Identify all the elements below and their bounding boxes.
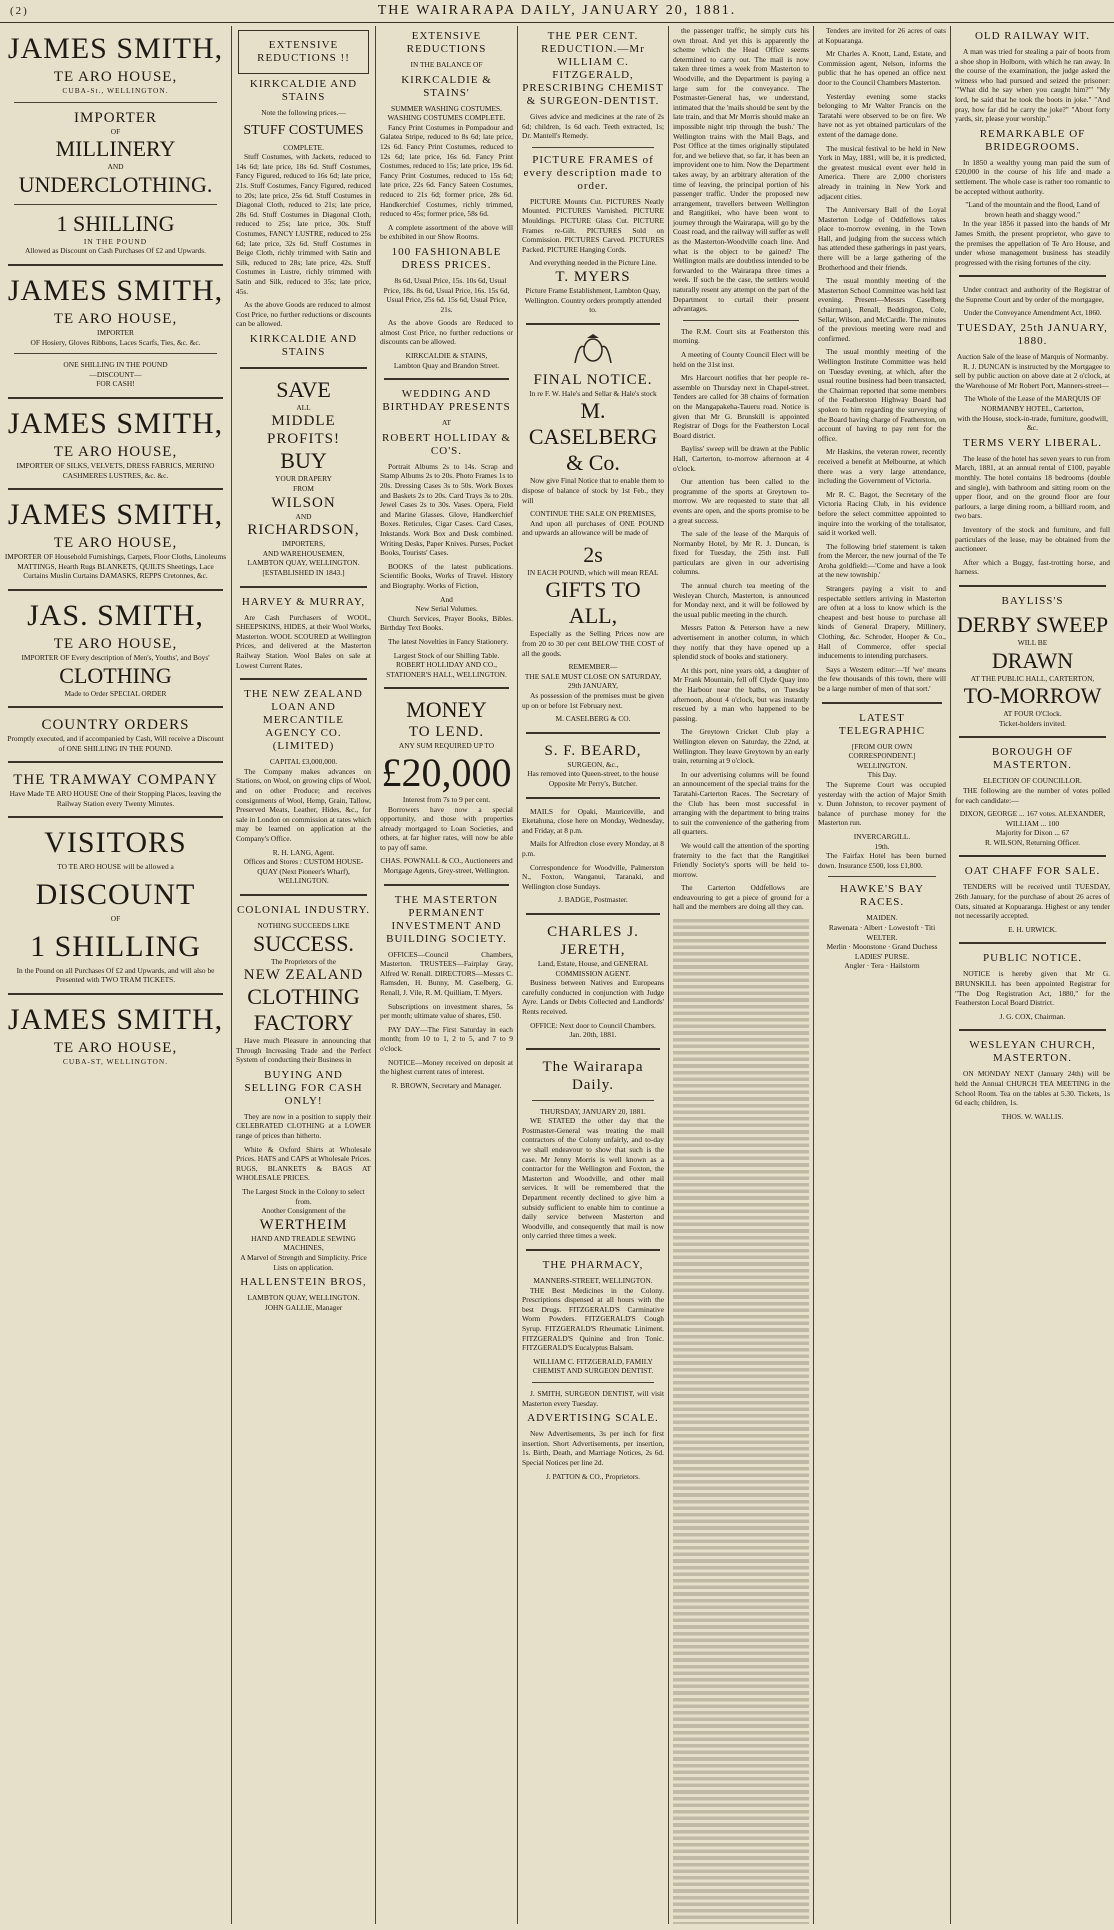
js5-name: JAS. SMITH, [27,598,204,632]
advertising-text: New Advertisements, 3s per inch for first insertion. Short Advertisements, per insertion, 1s. Birth, Death, and Marriage Notices, 2s 6d. Special Notices per line 2d. [522,1429,664,1467]
books-text: BOOKS of the latest publications. Scientific Books, Works of Travel. History and Biography. Works of Fiction, [380,561,513,590]
shilling-big: 1 SHILLING [30,929,201,963]
visitors-tail: In the Pound on all Purchases Of £2 and Upwards, and will also be Presented with TWO TRAM TICKETS. [16,965,215,985]
js4-address: TE ARO HOUSE, [53,535,178,552]
buying-cash: BUYING AND SELLING FOR CASH ONLY! [244,1068,363,1107]
js2-address: TE ARO HOUSE, [53,310,178,327]
for-cash-1: FOR CASH! [96,379,135,389]
money-text: Borrowers have now a special opportunity, and those with properties already mortgaged to Loan Societies, and others, at far higher rates, will now be able to pay off same. [380,804,513,852]
js2-importer: IMPORTER [97,327,134,337]
fitzgerald-sig: WILLIAM C. FITZGERALD, FAMILY CHEMIST AND SURGEON DENTIST. [532,1356,654,1376]
ext-sub: IN THE BALANCE OF [410,60,483,69]
wholesale-text: White & Oxford Shirts at Wholesale Prices. HATS and CAPS at Wholesale Prices. RUGS, BLANKETS & BAGS AT WHOLESALE PRICES. [236,1144,371,1183]
buggy-text: After which a Buggy, fast-trotting horse, and harness. [955,557,1110,577]
pharmacy-text: THE Best Medicines in the Colony. Prescriptions dispensed at all hours with the best Drugs. FITZGERALD'S Carminative Worm Powders. FITZGERALD'S Cough Syrup. FITZGERALD'S Rheumatic Liniment. FITZGERALD'S Quinine and Iron Tonic. FITZGERALD'S Eucalyptus Balsam. [522,1285,664,1353]
js1-importer: IMPORTER [74,109,157,126]
js4-goods: IMPORTER OF Household Furnishings, Carpets, Floor Cloths, Linoleums MATTINGS, Hearth Rugs BLANKETS, QUILTS Sheetings, Lace Curtains Muslin Curtains DAMASKS, REPPS Cretonnes, &c. [4,552,227,581]
js6-address: TE ARO HOUSE, [53,1039,178,1056]
js6-city: CUBA-ST, WELLINGTON. [62,1056,169,1066]
latest-telegraphic: LATEST TELEGRAPHIC [838,711,926,737]
colonial-industry: COLONIAL INDUSTRY. [237,903,370,916]
tel-wellington: WELLINGTON. [856,760,908,770]
institute-meeting: The usual monthly meeting of the Wellington Institute Committee was held on Tuesday evening, at which, after the usual routine business had been transacted, the Chairman reported that some members of the Featherston Highway Board had spoken to him regarding the surveying of the Board having charge of Featherston, on account of having to pay rent for the office. [818,347,946,443]
warehousemen-label: AND WAREHOUSEMEN, [262,548,345,558]
te-aroha: The following brief statement is taken from the Mercer, the new journal of the Te Aroha goldfield:—'Come and have a look at the new township.' [818,541,946,580]
welter-race: WELTER. [866,932,898,942]
hale-stock: In re F. W. Hale's and Sellar & Hale's stock [529,388,657,398]
importers-label: IMPORTERS, [282,539,325,549]
public-notice-heading: PUBLIC NOTICE. [983,952,1082,965]
hotel-sale-news: The sale of the lease of the Marquis of Normanby Hotel, by Mr R. J. Duncan, is fixed for Tuesday, the 25th inst. Full particulars are given in our advertising columns. [673,529,809,577]
especially-text: Especially as the Selling Prices now are from 20 to 30 per cent BELOW THE COST of all the goods. [522,629,664,658]
middle-profits-heading: MIDDLE PROFITS! [266,413,341,448]
js2-name: JAMES SMITH, [7,273,224,307]
wesleyan-heading: WESLEYAN CHURCH, MASTERTON. [969,1039,1096,1065]
own-correspondent: [FROM OUR OWN CORRESPONDENT.] [848,741,916,761]
final-notice-heading: FINAL NOTICE. [533,371,653,388]
caselberg-sig: M. CASELBERG & CO. [555,714,631,724]
summer-washing: SUMMER WASHING COSTUMES. [391,103,502,113]
nz-office: Offices and Stores : CUSTOM HOUSE-QUAY (Next Pioneer's Wharf), WELLINGTON. [243,857,364,886]
masterton-investment-heading: THE MASTERTON PERMANENT INVESTMENT AND BUILDING SOCIETY. [386,893,507,945]
largest-stock: The Largest Stock in the Colony to select from. [242,1187,365,1206]
oat-chaff-heading: OAT CHAFF FOR SALE. [964,865,1101,878]
js2-goods: OF Hosiery, Gloves Ribbons, Laces Scarfs, Ties, &c. &c. [30,337,201,347]
cricket-news: The Greytown Cricket Club play a Wellington eleven on Saturday, the 22nd, at Wellington. They leave Greytown by an early train, returning at 9 o'clock. [673,727,809,766]
proprietors-label: The Proprietors of the [270,956,337,966]
myers-heading: T. MYERS [555,268,631,285]
election-heading: ELECTION OF COUNCILLOR. [983,776,1082,786]
visitors-heading: VISITORS [44,826,187,860]
discount-big: DISCOUNT [35,878,196,912]
masthead [0,0,1114,23]
shilling-table: Largest Stock of our Shilling Table. [393,650,500,660]
bayliss-news: Bayliss' sweep will be drawn at the Public Hall, Carterton, to-morrow afternoon at 4 o'clock. [673,444,809,473]
friendly-sports-news: We would call the attention of the sporting fraternity to the fact that the Rangitikei Friendly Society's sports will be held to-morrow. [673,840,809,879]
will-be: WILL BE [1017,637,1048,647]
land-poem: "Land of the mountain and the flood, Land of brown heath and shaggy wood." [965,200,1100,219]
latest-stationery: The latest Novelties in Fancy Stationery. [388,636,509,646]
under-contract: Under contract and authority of the Registrar of the Supreme Court and by order of the mortgagee, [955,285,1110,304]
mails-text-2: Mails for Alfredton close every Monday, at 8 p.m. [522,839,664,858]
hand-treadle-text: A Marvel of Strength and Simplicity. Price Lists on application. [240,1253,367,1272]
kirk-summer-heading: KIRKCALDIE & STAINS' [401,73,492,99]
js5-address: TE ARO HOUSE, [53,635,178,652]
fitzgerald-text: Gives advice and medicines at the rate of 2s 6d; children, 1s 6d each. Teeth extracted, 1s; Dr. Mantell's Remedy. [522,112,664,141]
pictures-list: PICTURE Mounts Cut. PICTURES Neatly Mounted. PICTURES Varnished. PICTURE Mouldings. PICTURE Glass Cut. PICTURE Frames re-Gilt. PICTURES Sold on Commission. PICTURES Carved. PICTURES Packed. PICTURE Hanging Cords. [522,196,664,254]
stacks-fire: Yesterday evening some stacks belonging to Mr Walter Francis on the Taratahi were observed to be on fire. We have not as yet obtained particulars of the extent of the damage done. [818,91,946,139]
js3-address: TE ARO HOUSE, [53,443,178,460]
western-editor: Says a Western editor:—'If 'we' means the few thousands of this town, there will be a large number of men of that sort.' [818,664,946,693]
fashionable-heading: 100 FASHIONABLE DRESS PRICES. [391,245,502,271]
ladies-list: Angler · Tera · Hailstorm [844,961,920,971]
beard-title: SURGEON, &c., [567,759,619,769]
old-railway-text: A man was tried for stealing a pair of boots from a shoe shop in Holborn, with which he ran away. In the course of the examination, the judge asked the witness who had pursued and seized the prisoner: '"What did he say when you caught him?"' "My lord, he said that he took the boots in joke." "And pray, how far did he carry the joke?" "About forty yards, sir, please your worship." [955,47,1110,124]
four-oclock: AT FOUR O'Clock. [1003,709,1062,719]
complete-assortment: A complete assortment of the above will be exhibited in our Show Rooms. [380,222,513,242]
jerreth-text: Business between Natives and Europeans carefully conducted in conjunction with Judge Ayre. Lands or Debts Collected and Landlords' Rents received. [522,978,664,1016]
nothing-succeeds: NOTHING SUCCEEDS LIKE [257,920,350,930]
caselberg-heading: M. CASELBERG & Co. [528,398,658,476]
ext-reductions-heading: EXTENSIVE REDUCTIONS !! [257,39,350,64]
page-number: (2) [10,5,29,17]
correspondence-text: Correspondence for Woodville, Palmerston N., Foxton, Wanganui, Taranaki, and Wellington close Sundays. [522,862,664,891]
duncan-instruction: R. J. DUNCAN is instructed by the Mortgagee to sell by public auction on above date at 2 o'clock, at the Warehouse of Mr Robert Port, Manners-street— [955,361,1110,390]
wesleyan-news: The annual church tea meeting of the Wesleyan Church, Masterton, is announced for Monday next, and it will be followed by the usual public meeting in the church. [673,581,809,619]
nz-capital: CAPITAL £3,000,000. [269,757,338,767]
holliday-heading: ROBERT HOLLIDAY & CO'S. [382,431,511,457]
tel-invercargill: INVERCARGILL. [853,831,911,841]
discount-note: Allowed as Discount on Cash Purchases Of £2 and Upwards. [24,246,207,256]
election-results: DIXON, GEORGE ... 167 votes. ALEXANDER, WILLIAM ... 100 [959,809,1106,828]
myers-text: Picture Frame Establishment, Lambton Quay, Wellington. Country orders promptly attended to. [524,285,662,315]
complete-label: COMPLETE. [283,142,324,152]
established-label: [ESTABLISHED IN 1843.] [262,568,345,578]
possession-text: As possession of the premises must be given up on or before 1st February next. [522,691,664,710]
made-to-order: Made to Order SPECIAL ORDER [64,688,167,698]
js4-name: JAMES SMITH, [7,498,224,532]
column-5-continued-text [673,916,809,1924]
interest-rate: Interest from 7s to 9 per cent. [402,794,491,804]
success-heading: SUCCESS. [253,930,354,956]
js3-goods: IMPORTER OF SILKS, VELVETS, DRESS FABRICS, MERINO CASHMERES LUSTRES, &c. &c. [16,460,215,480]
borough-heading: BOROUGH OF MASTERTON. [991,746,1074,772]
investment-text: OFFICES—Council Chambers, Masterton. TRUSTEES—Fairplay Gray, Alfred W. Renall. DIRECTORS—Messrs C. Ramsden, H. Bunny, M. Caselberg, G. Renall, J. Vile, R. M. Quilliam, T. Myers. [380,949,513,998]
factory-heading: FACTORY [253,1010,354,1036]
daily-banner: The Wairarapa Daily. [542,1058,644,1093]
lease-text: with the House, stock-in-trade, furniture, goodwill, &c. [957,413,1108,433]
tel-date: 19th. [874,841,890,851]
stuff-costumes-heading: STUFF COSTUMES [243,122,364,138]
column-4-notices [518,26,669,1924]
all-label: ALL [296,402,311,412]
jerreth-heading: CHARLES J. JERETH, [547,923,639,958]
rm-court: The R.M. Court sits at Featherston this morning. [673,326,809,346]
conveyancing: Under the Conveyance Amendment Act, 1860. [963,308,1102,318]
ticket-holders: Ticket-holders invited. [998,718,1067,728]
wesleyan-sig: THOS. W. WALLIS. [1001,1111,1064,1121]
wertheim-heading: WERTHEIM [259,1216,348,1233]
masthead-title: THE WAIRARAPA DAILY, JANUARY 20, 1881. [377,3,737,18]
any-sum: ANY SUM REQUIRED UP TO [398,741,495,751]
anniversary-ball: The Anniversary Ball of the Loyal Masterton Lodge of Oddfellows takes place to-morrow evening, in the Town Hall, and judging from the success which has attended these gatherings in past years, there will be a large gathering of the Brotherhood and their friends. [818,205,946,272]
tenders-oats: Tenders are invited for 26 acres of oats at Kopuaranga. [818,26,946,45]
welter-list: Merlin · Moonstone · Grand Duchess [826,942,938,952]
inventory-text: Inventory of the stock and furniture, and full particulars of the lease, may be obtained from the auctioneer. [955,524,1110,554]
at-label: AT [441,418,452,428]
article-continued: the passenger traffic, he simply cuts his own throat. And yet this is apparently the scheme which the Head Office seems determined to carry out. The mail is now taken three times a week from Masterton to Woodville, and the Department is paying a large sum for the conveyance. The Postmaster-General has, we understand, intimated that the 'mails should be sent by the late train, and that Mr Morris should make an impossible night trip through the bush.' The Wellington trains with the Mail Bags, and Post Office at the times originally stipulated for, and we believe that, so far, it has been an improvident one to him. Now the Department takes away, by an arbitrary alteration of the time of leaving, the principal portion of his passenger traffic. Under the proposed new arrangement, travellers between Wellington and Rangitikei, who have been wont to journey through the Wairarapa, will go by the Coast road, and the railway will suffer as well as the Masterton-Woodville coach line. And what is the object to be gained? The Wellington mails are doubtless intended to be forwarded to the Wairarapa three times a week. If such be the case, the settlers would naturally resent any attempt on the part of the Department to curtail their present advantages. [673,26,809,314]
auction-heading: Auction Sale of the lease of Marquis of Normanby. [956,352,1109,362]
badge-sig: J. BADGE, Postmaster. [558,895,628,905]
editorial-date: THURSDAY, JANUARY 20, 1881. [540,1106,646,1116]
holliday-sig: ROBERT HOLLIDAY AND CO., STATIONER'S HALL, WELLINGTON. [386,660,507,679]
money-amount: £20,000 [381,749,512,795]
hawkes-bay-races: HAWKE'S BAY RACES. [839,883,925,909]
harvey-text: Are Cash Purchasers of WOOL, SHEEPSKINS, HIDES, at their Wool Works, Masterton. WOOL SCOURED at Wellington Prices, and delivered at the Masterton Railway Station. Wool Bales on sale at Lowest Current Rates. [236,612,371,670]
money-heading: MONEY [406,697,487,723]
drawn-heading: DRAWN [991,647,1074,673]
js3-name: JAMES SMITH, [7,406,224,440]
lease-detail: The lease of the hotel has seven years to run from March, 1881, at an annual rental of £100, payable monthly. The hotel contains 18 bedrooms (double and single), with bathroom and sitting room on the upper floor, and on the ground floor are four parlours, a large dining room, a billiard room, and two bars. [955,453,1110,521]
washing-text: Fancy Print Costumes in Pompadour and Galatea Stripe, reduced to 8s 6d; late price, 12s 6d. Fancy Print Costumes, reduced to 12s 6d; late price, 16s 6d. Fancy Print Costumes, reduced to 15s; late price, 19s 6d. Fancy Print Costumes, reduced to 15s 6d; late price, 22s 6d. Fancy Sateen Costumes, reduced to 21s 6d; former price, 28s 6d. Handkerchief Costumes, richly trimmed, reduced to 45s; former price, 58s 6d. [380,122,513,219]
strangers-note: Strangers paying a visit to and respectable settlers arriving in Masterton are often at a loss to know which is the cheapest and best house to purchase all kinds of General Drapery, Millinery, Clothing, &c. Schroder, Hooper & Co., Hall of Commerce, offer special inducements to intending purchasers. [818,584,946,661]
your-drapery: YOUR DRAPERY [275,474,332,484]
as-above-note: As the above Goods are reduced to almost Cost Price, no further reductions or discounts can be allowed. [236,300,371,329]
smith-surgeon: J. SMITH, SURGEON DENTIST, will visit Masterton every Tuesday. [522,1388,664,1408]
column-3-kirkcaldie [376,26,518,1924]
knott-office: Mr Charles A. Knott, Land, Estate, and Commission agent, Nelson, informs the public that he has opened an office next door to the Council Chambers Masterton. [818,49,946,87]
hallenstein-address: LAMBTON QUAY, WELLINGTON. [247,1293,360,1303]
and-everything: And everything needed in the Picture Line. [529,258,657,268]
nz-agent: R. H. LANG, Agent. [272,847,335,857]
returning-officer: R. WILSON, Returning Officer. [985,837,1080,847]
js1-address: TE ARO HOUSE, [53,69,178,85]
col3-and: And [440,594,453,604]
final-text-2: And upon all purchases of ONE POUND and upwards an allowance will be made of [522,518,664,538]
sports-news: Our attention has been called to the programme of the sports at Greytown to-morrow. We are requested to state that all events are open, and the sports promise to be a great success. [673,477,809,525]
jerreth-title: Land, Estate, House, and GENERAL COMMISSION AGENT. [537,958,649,978]
column-2-drapery [232,26,376,1924]
te-aro-history: In the year 1856 it passed into the hands of Mr James Smith, the present proprietor, who gave to the premises the appellation of Te Aro House, and under whose management business has steadily progressed with the rising fortunes of the city. [955,219,1110,267]
tomorrow-heading: TO-MORROW [963,683,1102,709]
factory-text: Have much Pleasure in announcing that Through Increasing Trade and the Perfect System of conducting their Business in [236,1036,371,1065]
harbour-news: At this port, nine years old, a daughter of Mr Frank Mountain, fell off Clyde Quay into the Harbour near the baths, on Tuesday afternoon, about 4 o'clock, but was instantly rescued by a man who happened to be passing. [673,665,809,723]
visitors-text: TO TE ARO HOUSE will be allowed a [57,862,174,872]
one-shilling-heading: 1 SHILLING [56,210,175,236]
majority: Majority for Dixon ... 67 [995,828,1070,838]
public-notice-text: NOTICE is hereby given that Mr G. BRUNSKILL has been appointed Registrar for "The Dog Registration Act, 1880," for the Featherston Local Board District. [955,969,1110,1008]
js5-goods: IMPORTER OF Every description of Men's, Youths', and Boys' [21,652,210,662]
dress-list: 8s 6d, Usual Price, 15s. 10s 6d, Usual Price, 18s. 8s 6d, Usual Price, 16s. 15s 6d, Usual Price, 25s 6d. 15s 6d, Usual Price, 21s. [383,275,510,314]
kirkcaldie-heading-1: KIRKCALDIE AND STAINS [249,78,358,103]
js1-name: JAMES SMITH, [7,32,224,65]
royal-arms-emblem [571,333,615,367]
sale-date: TUESDAY, 25th JANUARY, 1880. [957,322,1108,348]
beard-heading: S. F. BEARD, [544,742,642,759]
harvey-heading: HARVEY & MURRAY, [241,595,366,608]
visitors-of: OF [110,914,121,924]
js1-of: OF [110,126,121,136]
js1-city: CUBA-St., WELLINGTON. [62,86,169,95]
council-meeting: A meeting of County Council Elect will be held on the 31st inst. [673,350,809,369]
kirk-address: Lambton Quay and Brandon Street. [393,360,500,370]
fitzgerald-heading: THE PER CENT. REDUCTION.—Mr WILLIAM C. FITZGERALD, PRESCRIBING CHEMIST & SURGEON-DENTIST. [522,30,664,107]
mails-text: MAILS for Opaki, Mauriceville, and Eketahuna, close here on Monday, Wednesday, and Friday, at 8 p.m. [522,806,664,835]
gallie-manager: JOHN GALLIE, Manager [264,1302,343,1312]
urwick-sig: E. H. URWICK. [1008,924,1057,934]
oat-text: TENDERS will be received until TUESDAY, 26th January, for the purchase of about 26 acres of Oats, situated at Kopuaranga. Highest or any tender not necessarily accepted. [955,882,1110,921]
discount-line-1: —DISCOUNT— [89,369,142,379]
oddfellows-news: The Carterton Oddfellows are endeavouring to get a piece of ground for a hall and the members are doing all they can. [673,883,809,912]
tramway-text: Have Made TE ARO HOUSE One of their Stopping Places, leaving the Railway Station every Twenty Minutes. [9,789,222,808]
underclothing-heading: UNDERCLOTHING. [18,171,213,197]
kirkcaldie-heading-2: KIRKCALDIE AND STAINS [249,332,358,358]
to-lend: TO LEND. [408,724,485,741]
pay-day: PAY DAY—The First Saturday in each month; from 10 to 1, 2 to 5, and 7 to 9 o'clock. [380,1024,513,1053]
cox-sig: J. G. COX, Chairman. [999,1011,1066,1021]
services: Church Services, Prayer Books, Bibles. Birthday Text Books. [380,613,513,633]
terms-liberal: TERMS VERY LIBERAL. [962,436,1103,449]
lease-heading: The Whole of the Lease of the MARQUIS OF NORMANBY HOTEL, Carterton, [964,394,1101,414]
final-text: Now give Final Notice that to enable them to dispose of balance of stock by 1st Feb., they will [522,476,664,505]
holliday-list: Portrait Albums 2s to 14s. Scrap and Stamp Albums 2s to 20s. Photo Frames 1s to 20s. Dressing Cases 3s to 50s. Work Boxes and Baskets 2s to 20s. Card Trays 3s to 20s. Jewel Cases 2s to 30s. Vases. Opera, Field and Marine Glasses. Glove, Handkerchief Boxes. Reticules, Cigar Cases. Card Cases, Inkstands. Work Box and Desk combined. Writing Desks, Paper Knives. Purses, Pocket Books, Tourists' Cases. [380,461,513,558]
news-items: Mrs Harcourt notifies that her people re-assemble on Thursday next in Chapel-street. Tenders are called for 38 chains of formation on the Mangapakeha-Taueru road. Notice is given that Mr G. Brunskill is appointed Registrar of Dogs for the Featherston Local Board district. [673,373,809,440]
pharmacy-heading: THE PHARMACY, [542,1259,644,1271]
secretary-sig: R. BROWN, Secretary and Manager. [391,1080,502,1090]
patton-news: Messrs Patton & Peterson have a new advertisement in another column, in which they notify that they have opened up a splendid stock of books and stationery. [673,623,809,662]
pharmacy-address: MANNERS-STREET, WELLINGTON. [533,1276,653,1285]
richardson-heading: RICHARDSON, [247,522,360,539]
nz-loan-heading: THE NEW ZEALAND LOAN AND MERCANTILE AGENCY CO. (LIMITED) [244,688,363,753]
remarkable-text: In 1850 a wealthy young man paid the sum of £20,000 in the course of his life and made a settlement. The whole case is rather too romantic to be accepted without authority. [955,157,1110,196]
column-1-james-smith [0,26,232,1924]
pownall-sig: CHAS. POWNALL & CO., Auctioneers and Mortgage Agents, Grey-street, Wellington. [380,856,513,876]
col3-as-above: As the above Goods are Reduced to almost Cost Price, no further reductions or discounts can be allowed. [380,318,513,347]
haskins-benefit: Mr Haskins, the veteran rower, recently received a benefit at Melbourne, at which there was a very large attendance, including the Government of Victoria. [818,447,946,486]
editorial-article: WE STATED the other day that the Postmaster-General was treating the mail contractors of the Colony unfairly, and to-day we shall endeavour to show that such is the case. Mr Jenny Morris is well known as a contractor for the Wellington and Foxton, the Masterton and Woodville, and other mail services. It will be remembered that the Department recently declined to give him a subsidy sufficient to enable him to continue a daily service between Masterton and Woodville, and consequently that mail is now only carried three times a week. [522,1116,664,1241]
js1-and: AND [107,162,124,172]
kirk2: KIRKCALDIE & STAINS, [405,351,488,361]
washing-complete: WASHING COSTUMES COMPLETE. [387,113,506,123]
continue-sale: CONTINUE THE SALE ON PREMISES, [530,509,656,519]
tel-this-day: This Day. [867,770,897,780]
country-orders-text: Promptly executed, and if accompanied by Cash, Will receive a Discount of ONE SHILLING IN THE POUND. [7,734,224,753]
election-text: THE following are the number of votes polled for each candidate:— [955,785,1110,805]
factory-text-2: They are now in a position to supply their CELEBRATED CLOTHING at a LOWER range of prices than hitherto. [236,1111,371,1141]
maiden-race: MAIDEN. [866,913,898,923]
js6-name: JAMES SMITH, [7,1002,224,1036]
two-shillings: 2s [583,541,603,567]
column-5-news [669,26,814,1924]
column-6-news [814,26,951,1924]
save-heading: SAVE [276,376,331,402]
tel-text: The Supreme Court was occupied yesterday with the action of Major Smith v. Dunn Johnston, to recover payment of balance of purchase money for the Masterton run. [818,779,946,828]
advertising-heading: ADVERTISING SCALE. [527,1412,659,1425]
clothing-factory-heading: CLOTHING [247,984,360,1010]
musical-festival: The musical festival to be held in New York in May, 1881, will be, it is predicted, the greatest musical event ever held in America. There are 2,000 choristers already in training in New York and adjacent cities. [818,143,946,201]
in-the-pound: IN THE POUND [83,236,148,246]
tramway-heading: THE TRAMWAY COMPANY [13,772,218,789]
hallenstein-heading: HALLENSTEIN BROS, [240,1276,367,1289]
in-pound: IN EACH POUND, which will mean REAL [527,567,659,577]
new-zealand-heading: NEW ZEALAND [243,967,364,984]
hand-treadle: HAND AND TREADLE SEWING MACHINES, [251,1233,356,1253]
gifts-heading: GIFTS TO ALL, [545,577,641,629]
ladies-purse: LADIES' PURSE. [854,951,910,961]
maiden-list: Rawenata · Albert · Lowestoft · Titi [828,922,936,932]
another-consignment: Another Consignment of the [261,1206,346,1216]
millinery-heading: MILLINERY [55,136,176,162]
clothing-heading: CLOTHING [59,662,172,688]
tel-fire: The Fairfax Hotel has been burned down. Insurance £500, loss £1,800. [818,851,946,870]
school-committee: The usual monthly meeting of the Masterton School Committee was held last evening. Present—Messrs Caselberg (chairman), Renall, Beddington, Cole, Sellar, Wilson, and McCardle. The minutes of the previous meeting were read and confirmed. [818,276,946,343]
bayliss-heading: BAYLISS'S [1001,594,1064,607]
inv-notice: NOTICE—Money received on deposit at the highest current rates of interest. [380,1057,513,1077]
public-hall: AT THE PUBLIC HALL, CARTERTON, [970,673,1095,683]
derby-sweep: DERBY SWEEP [956,611,1109,637]
old-railway-wit: OLD RAILWAY WIT. [974,30,1091,42]
stuff-costumes-text: Stuff Costumes, with Jackets, reduced to 14s 6d; late price, 18s 6d. Stuff Costumes, Fancy Figured, reduced to 16s 6d; late price, 21s. Stuff Costumes, Fancy Figured, reduced to 20s; late price, 25s 6d. Stuff Costumes in Diagonal Cloth, reduced to 21s; late price, 28s 6d. Stuff Costumes in Diagonal Cloth, reduced to 25s; late price, 30s. Stuff Costumes, FANCY LUSTRE, reduced to 25s 6d; late price, 32s 6d. Stuff Costumes in Beige Cloth, richly trimmed with Satin and Silk, reduced to 28s; late price, 42s. Stuff Costumes in Lustre, richly trimmed with Satin and Silk, reduced to 35s; late price, 45s. [236,152,371,296]
sale-close: THE SALE MUST CLOSE ON SATURDAY, 29th JANUARY, [524,671,662,691]
jerreth-office: OFFICE: Next door to Council Chambers. [530,1020,656,1030]
subscriptions: Subscriptions on investment shares, 5s per month; ultimate value of shares, £50. [380,1001,513,1021]
and-label: AND [295,511,312,521]
column-7-auctions [951,26,1114,1924]
country-orders-heading: COUNTRY ORDERS [41,717,190,734]
remember-label: REMEMBER— [568,662,618,672]
from-label: FROM [293,484,314,494]
nz-loan-text: The Company makes advances on Stations, on Wool, on growing clips of Wool, and on other Produce; and receives consignments of Wool, Hemp, Grain, Tallow, Preserved Meats, Leather, Hides, &c., for sale in London on commission at rates which may be learned on application at the Company's Office. [236,766,371,843]
beard-text: Has removed into Queen-street, to the house Opposite Mr Perry's, Butcher. [527,769,659,788]
races-news: In our advertising columns will be found an announcement of the special trains for the Taratahi-Carterton Races. The Secretary of the Club has been most successful in arranging with the department to bring trains to suit the convenience of the gathering from all quarters. [673,769,809,837]
off-line-1: ONE SHILLING IN THE POUND [63,360,168,370]
patton-sig: J. PATTON & CO., Proprietors. [545,1471,641,1481]
lambton-label: LAMBTON QUAY, WELLINGTON. [247,558,360,568]
pictures-heading: PICTURE FRAMES of every description made to order. [523,153,663,192]
wesleyan-text: ON MONDAY NEXT (January 24th) will be held the Annual CHURCH TEA MEETING in the School Room. Tea on the tables at 5.30. Tickets, 1s 6d each; children, 1s. [955,1069,1110,1108]
novels: New Serial Volumes. [415,604,478,614]
jerreth-date: Jan. 20th, 1881. [569,1030,617,1040]
ext-head: EXTENSIVE REDUCTIONS [406,30,487,55]
wilson-heading: WILSON [271,494,336,511]
totalisator: Mr R. C. Bagot, the Secretary of the Victoria Racing Club, in his evidence before the select committee appointed to inquire into the working of the totalisator, said it worked well. [818,489,946,538]
remarkable-heading: REMARKABLE OF BRIDEGROOMS. [979,127,1086,153]
note-prices: Note the following prices.— [261,108,346,117]
wedding-heading: WEDDING AND BIRTHDAY PRESENTS [382,388,511,414]
buy-heading: BUY [280,448,327,474]
